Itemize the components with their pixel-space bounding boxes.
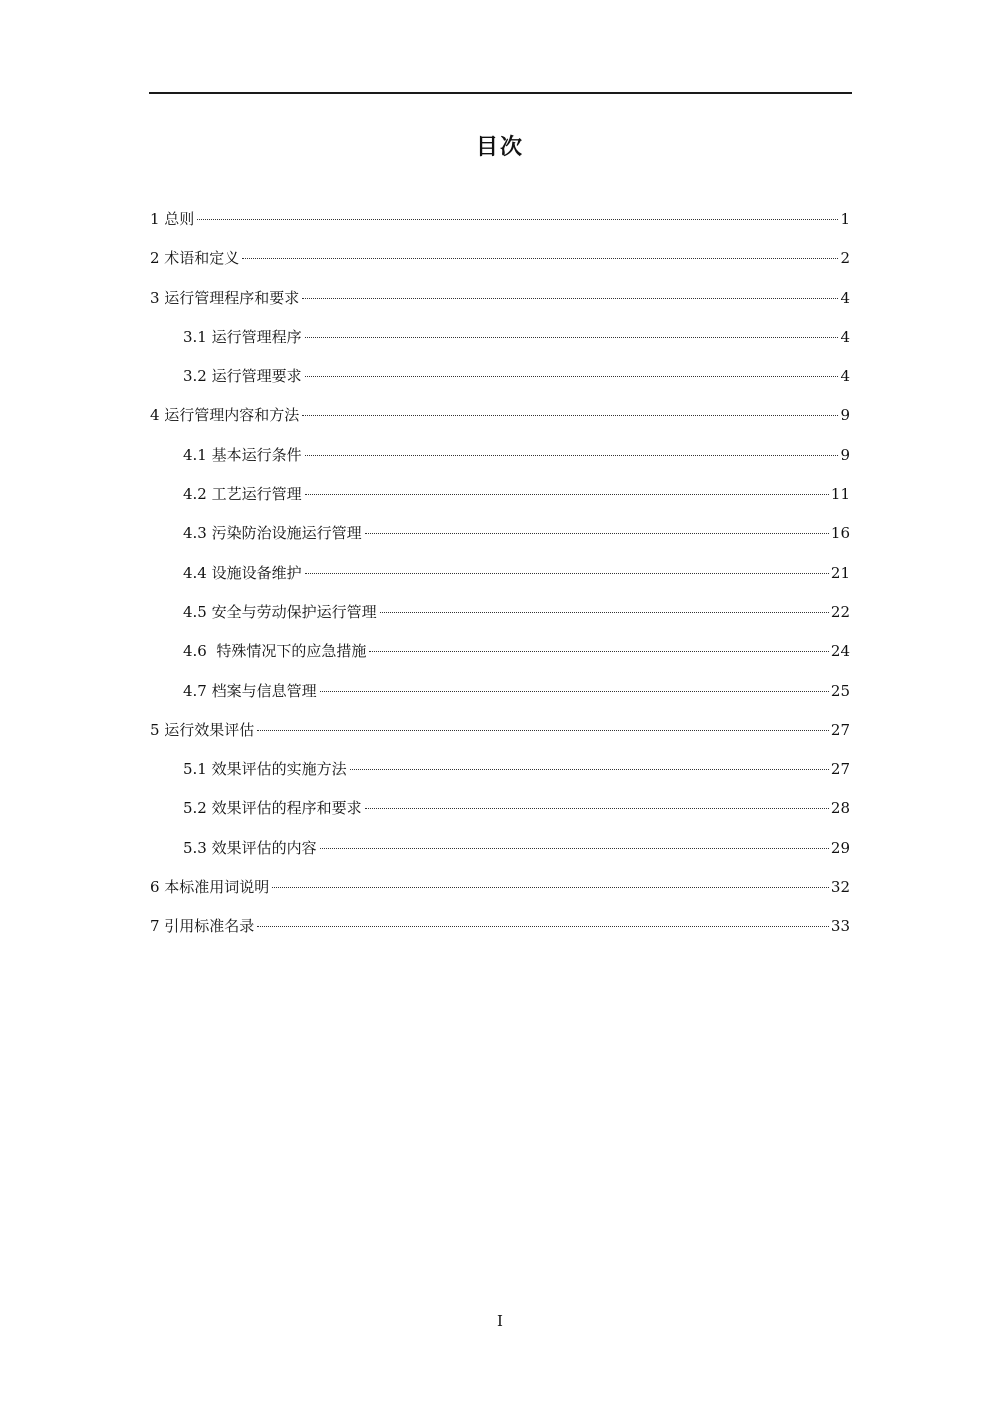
dot-leader: [302, 298, 838, 299]
dot-leader: [380, 612, 829, 613]
toc-entry[interactable]: [150, 244, 850, 283]
dot-leader: [257, 926, 829, 927]
toc-entry-label: 6 本标准用词说明: [150, 878, 270, 897]
toc-entry[interactable]: [150, 559, 850, 598]
toc-entry-page: 4: [840, 288, 850, 307]
dot-leader: [320, 691, 829, 692]
toc-entry-label: 3.1 运行管理程序: [183, 327, 302, 346]
header-rule: [149, 92, 852, 94]
toc-entry-label: 4.3 污染防治设施运行管理: [183, 524, 362, 543]
toc-entry-label: 5 运行效果评估: [150, 720, 255, 739]
toc-entry-label: 3.2 运行管理要求: [183, 367, 302, 386]
dot-leader: [320, 848, 829, 849]
toc-entry[interactable]: [150, 480, 850, 519]
toc-entry[interactable]: [150, 401, 850, 440]
dot-leader: [305, 337, 839, 338]
toc-entry-label: 4.7 档案与信息管理: [183, 681, 317, 700]
toc-entry[interactable]: [150, 598, 850, 637]
toc-entry[interactable]: [150, 323, 850, 362]
dot-leader: [365, 808, 829, 809]
toc-entry-label: 1 总则: [150, 210, 195, 228]
toc-entry[interactable]: [150, 912, 850, 951]
toc-entry[interactable]: [150, 834, 850, 873]
dot-leader: [305, 455, 839, 456]
toc-entry-page: 16: [830, 524, 850, 543]
toc-entry-page: 9: [840, 445, 850, 464]
dot-leader: [305, 494, 829, 495]
dot-leader: [272, 887, 829, 888]
dot-leader: [350, 769, 829, 770]
toc-entry-label: 5.3 效果评估的内容: [183, 838, 317, 857]
dot-leader: [305, 376, 839, 377]
toc-entry-label: 2 术语和定义: [150, 249, 240, 268]
toc-entry-label: 4.5 安全与劳动保护运行管理: [183, 602, 377, 621]
toc-entry-page: 2: [840, 249, 850, 268]
toc-entry[interactable]: [150, 519, 850, 558]
toc-entry-page: 1: [840, 210, 850, 228]
page-title: 目次: [475, 135, 524, 160]
toc-entry[interactable]: [150, 755, 850, 794]
toc-entry-label: 4 运行管理内容和方法: [150, 406, 300, 425]
toc-entry[interactable]: [150, 873, 850, 912]
toc-entry-page: 24: [830, 642, 850, 661]
toc-entry-label: 4.2 工艺运行管理: [183, 485, 302, 504]
toc-entry[interactable]: [150, 677, 850, 716]
dot-leader: [305, 573, 829, 574]
dot-leader: [197, 219, 838, 220]
dot-leader: [257, 730, 829, 731]
toc-entry-page: 28: [830, 799, 850, 818]
toc-entry-label: 5.2 效果评估的程序和要求: [183, 799, 362, 818]
toc-entry-label: 4.4 设施设备维护: [183, 563, 302, 582]
toc-entry-page: 27: [830, 720, 850, 739]
toc-entry[interactable]: [150, 441, 850, 480]
dot-leader: [242, 258, 838, 259]
toc-entry-page: 11: [830, 485, 850, 504]
toc-entry-page: 4: [840, 327, 850, 346]
toc-entry-page: 29: [830, 838, 850, 857]
toc-entry-label: 5.1 效果评估的实施方法: [183, 760, 347, 779]
toc-entry-page: 4: [840, 367, 850, 386]
table-of-contents: [150, 205, 850, 952]
toc-entry[interactable]: [150, 205, 850, 244]
toc-entry-label: 7 引用标准名录: [150, 917, 255, 936]
page-number: I: [497, 1312, 503, 1330]
toc-entry-page: 27: [830, 760, 850, 779]
dot-leader: [369, 651, 829, 652]
toc-entry-page: 21: [830, 563, 850, 582]
dot-leader: [302, 415, 838, 416]
toc-entry[interactable]: [150, 716, 850, 755]
toc-entry-page: 9: [840, 406, 850, 425]
toc-entry-label: 3 运行管理程序和要求: [150, 288, 300, 307]
toc-entry[interactable]: [150, 794, 850, 833]
toc-entry-page: 25: [830, 681, 850, 700]
toc-entry-page: 22: [830, 602, 850, 621]
toc-entry-page: 33: [830, 917, 850, 936]
toc-entry-label: 4.6 特殊情况下的应急措施: [183, 642, 367, 661]
toc-entry[interactable]: [150, 637, 850, 676]
dot-leader: [365, 533, 829, 534]
toc-entry-label: 4.1 基本运行条件: [183, 445, 302, 464]
toc-entry[interactable]: [150, 362, 850, 401]
toc-entry[interactable]: [150, 284, 850, 323]
toc-entry-page: 32: [830, 878, 850, 897]
